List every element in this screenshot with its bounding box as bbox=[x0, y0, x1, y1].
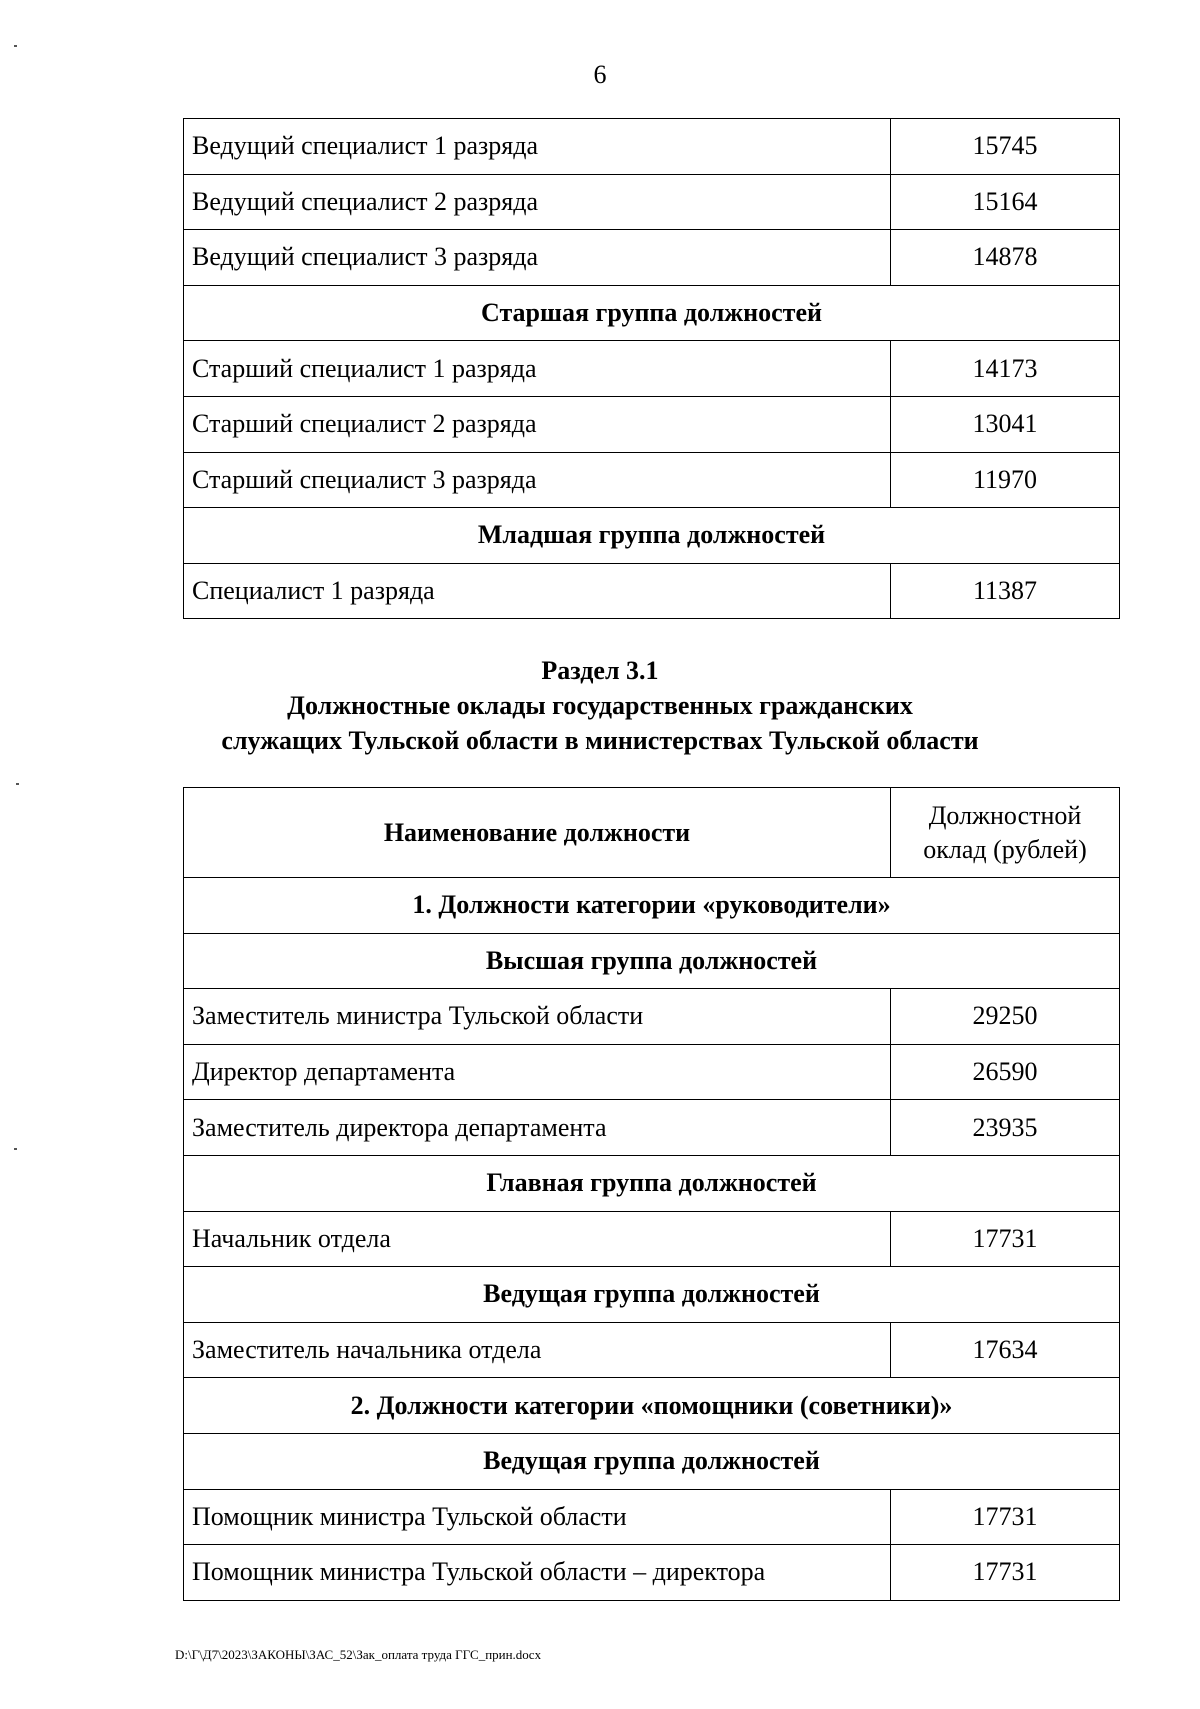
group-title: Старшая группа должностей bbox=[184, 285, 1120, 341]
group-header-row bbox=[184, 933, 1120, 989]
page-number: 6 bbox=[593, 60, 607, 89]
salary-value: 17731 bbox=[891, 1545, 1120, 1601]
group-header-row bbox=[184, 1378, 1120, 1434]
position-name: Ведущий специалист 2 разряда bbox=[184, 174, 891, 230]
header-salary bbox=[891, 788, 1120, 878]
group-header-row bbox=[184, 1267, 1120, 1323]
position-name: Директор департамента bbox=[184, 1044, 891, 1100]
table-row bbox=[184, 452, 1120, 508]
group-header-row bbox=[184, 1155, 1120, 1211]
file-path-footer: D:\Г\Д7\2023\ЗАКОНЫ\ЗАС_52\Зак_оплата труда ГГС_прин.docx bbox=[175, 1647, 542, 1662]
header-salary-line1: Должностной bbox=[928, 800, 1082, 830]
table-row bbox=[184, 1489, 1120, 1545]
section-subtitle-line2: служащих Тульской области в министерствах Тульской области bbox=[221, 726, 979, 755]
table-row bbox=[184, 230, 1120, 286]
header-salary-line2: оклад (рублей) bbox=[923, 834, 1087, 864]
salary-value: 13041 bbox=[891, 396, 1120, 452]
position-name: Старший специалист 1 разряда bbox=[184, 341, 891, 397]
salary-value: 29250 bbox=[891, 989, 1120, 1045]
salary-table-continued bbox=[183, 118, 1120, 619]
table-row bbox=[184, 1100, 1120, 1156]
position-name: Старший специалист 3 разряда bbox=[184, 452, 891, 508]
group-title: Высшая группа должностей bbox=[184, 933, 1120, 989]
table-row bbox=[184, 563, 1120, 619]
position-name: Специалист 1 разряда bbox=[184, 563, 891, 619]
table-row bbox=[184, 1211, 1120, 1267]
table-row bbox=[184, 396, 1120, 452]
salary-value: 23935 bbox=[891, 1100, 1120, 1156]
position-name: Ведущий специалист 1 разряда bbox=[184, 119, 891, 175]
position-name: Заместитель начальника отдела bbox=[184, 1322, 891, 1378]
scan-speck bbox=[14, 1148, 17, 1150]
salary-value: 26590 bbox=[891, 1044, 1120, 1100]
group-header-row bbox=[184, 878, 1120, 934]
group-title: Младшая группа должностей bbox=[184, 508, 1120, 564]
table-header-row bbox=[184, 788, 1120, 878]
salary-value: 15745 bbox=[891, 119, 1120, 175]
table-row bbox=[184, 1044, 1120, 1100]
scan-speck bbox=[16, 783, 19, 785]
salary-value: 14878 bbox=[891, 230, 1120, 286]
table-row bbox=[184, 1322, 1120, 1378]
group-title: Ведущая группа должностей bbox=[184, 1267, 1120, 1323]
position-name: Начальник отдела bbox=[184, 1211, 891, 1267]
table-row bbox=[184, 1545, 1120, 1601]
position-name: Старший специалист 2 разряда bbox=[184, 396, 891, 452]
position-name: Помощник министра Тульской области bbox=[184, 1489, 891, 1545]
position-name: Ведущий специалист 3 разряда bbox=[184, 230, 891, 286]
section-subtitle-line1: Должностные оклады государственных гражданских bbox=[287, 691, 913, 720]
group-header-row bbox=[184, 1433, 1120, 1489]
salary-value: 17731 bbox=[891, 1489, 1120, 1545]
position-name: Заместитель министра Тульской области bbox=[184, 989, 891, 1045]
salary-value: 14173 bbox=[891, 341, 1120, 397]
salary-value: 15164 bbox=[891, 174, 1120, 230]
salary-value: 11387 bbox=[891, 563, 1120, 619]
group-title: 2. Должности категории «помощники (советники)» bbox=[184, 1378, 1120, 1434]
table-row bbox=[184, 174, 1120, 230]
scan-speck bbox=[14, 45, 17, 47]
salary-value: 17731 bbox=[891, 1211, 1120, 1267]
salary-value: 11970 bbox=[891, 452, 1120, 508]
group-title: Главная группа должностей bbox=[184, 1155, 1120, 1211]
header-position-name: Наименование должности bbox=[184, 788, 891, 878]
group-header-row bbox=[184, 508, 1120, 564]
table-row bbox=[184, 119, 1120, 175]
table-row bbox=[184, 989, 1120, 1045]
salary-value: 17634 bbox=[891, 1322, 1120, 1378]
section-title: Раздел 3.1 bbox=[541, 656, 659, 685]
position-name: Помощник министра Тульской области – директора bbox=[184, 1545, 891, 1601]
position-name: Заместитель директора департамента bbox=[184, 1100, 891, 1156]
group-title: Ведущая группа должностей bbox=[184, 1433, 1120, 1489]
group-header-row bbox=[184, 285, 1120, 341]
table-row bbox=[184, 341, 1120, 397]
section-heading bbox=[0, 653, 1200, 758]
salary-table-ministries bbox=[183, 787, 1120, 1601]
group-title: 1. Должности категории «руководители» bbox=[184, 878, 1120, 934]
